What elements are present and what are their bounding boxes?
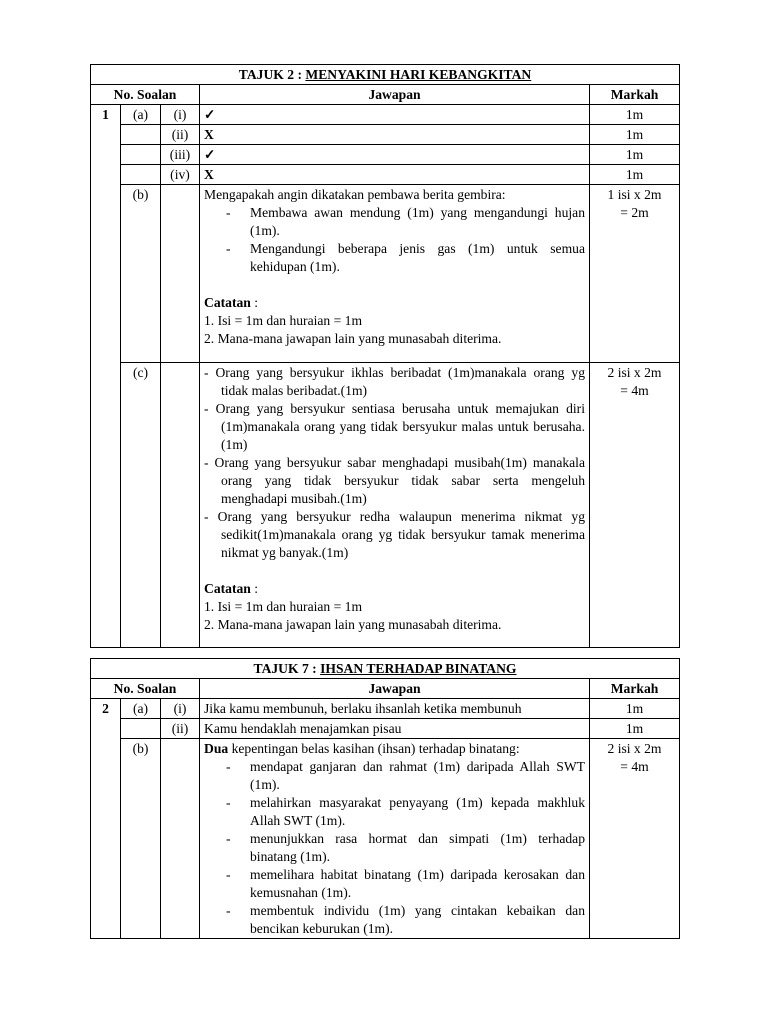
list-item: - Orang yang bersyukur redha walaupun menerima nikmat yg sedikit(1m)manakala orang yg tidak bersyukur tamak menerima nikmat yg banyak.(1m) — [204, 509, 585, 560]
note-line: 2. Mana-mana jawapan lain yang munasabah diterima. — [204, 617, 502, 632]
answer-cell — [200, 739, 590, 939]
table-row — [91, 165, 680, 185]
answer-cell: X — [200, 125, 590, 145]
answer-table-tajuk-7 — [90, 658, 680, 939]
answer-cell: ✓ — [200, 145, 590, 165]
table-title-row — [91, 65, 680, 85]
list-item: - Membawa awan mendung (1m) yang mengandungi hujan (1m). — [226, 204, 585, 240]
table-row — [91, 363, 680, 648]
header-jawapan: Jawapan — [200, 679, 590, 699]
table-row — [91, 105, 680, 125]
table-row — [91, 719, 680, 739]
section-topic: MENYAKINI HARI KEBANGKITAN — [305, 67, 532, 82]
sub-label: (i) — [161, 105, 200, 125]
answer-cell: X — [200, 165, 590, 185]
answer-intro: Mengapakah angin dikatakan pembawa berita gembira: — [204, 187, 506, 202]
sub-label: (iii) — [161, 145, 200, 165]
part-label: (c) — [121, 363, 161, 648]
header-row — [91, 85, 680, 105]
table-row — [91, 185, 680, 363]
list-item: - melahirkan masyarakat penyayang (1m) kepada makhluk Allah SWT (1m). — [226, 794, 585, 830]
answer-table-tajuk-2 — [90, 64, 680, 648]
mark-cell: 1m — [590, 165, 680, 185]
table-row — [91, 739, 680, 939]
answer-cell — [200, 185, 590, 363]
question-number: 1 — [91, 105, 121, 125]
list-item: - Orang yang bersyukur sentiasa berusaha untuk memajukan diri (1m)manakala orang yang tidak bersyukur malas untuk berusaha.(1m) — [204, 401, 585, 452]
list-item: - Orang yang bersyukur sabar menghadapi musibah(1m) manakala orang yang tidak bersyukur tidak sabar serta mengeluh menghadapi musibah.(1m) — [204, 455, 585, 506]
part-label: (a) — [121, 699, 161, 719]
header-jawapan: Jawapan — [200, 85, 590, 105]
answer-cell — [200, 363, 590, 648]
table-row — [91, 699, 680, 719]
sub-label: (ii) — [161, 125, 200, 145]
mark-cell: 2 isi x 2m = 4m — [590, 739, 680, 939]
answer-cell: Jika kamu membunuh, berlaku ihsanlah ketika membunuh — [200, 699, 590, 719]
list-item: - memelihara habitat binatang (1m) daripada kerosakan dan kemusnahan (1m). — [226, 866, 585, 902]
header-no-soalan: No. Soalan — [91, 679, 200, 699]
sub-label: (ii) — [161, 719, 200, 739]
sub-label: (i) — [161, 699, 200, 719]
table-row — [91, 125, 680, 145]
header-row — [91, 679, 680, 699]
answer-cell: ✓ — [200, 105, 590, 125]
mark-cell: 1m — [590, 125, 680, 145]
question-number: 2 — [91, 699, 121, 719]
mark-cell: 1m — [590, 105, 680, 125]
note-line: 1. Isi = 1m dan huraian = 1m — [204, 313, 363, 328]
mark-cell: 2 isi x 2m = 4m — [590, 363, 680, 648]
mark-cell: 1 isi x 2m = 2m — [590, 185, 680, 363]
header-no-soalan: No. Soalan — [91, 85, 200, 105]
table-row — [91, 145, 680, 165]
answer-intro: Dua kepentingan belas kasihan (ihsan) terhadap binatang: — [204, 741, 520, 756]
answer-cell: Kamu hendaklah menajamkan pisau — [200, 719, 590, 739]
list-item: - membentuk individu (1m) yang cintakan kebaikan dan bencikan keburukan (1m). — [226, 902, 585, 938]
mark-cell: 1m — [590, 145, 680, 165]
list-item: - Mengandungi beberapa jenis gas (1m) untuk semua kehidupan (1m). — [226, 240, 585, 276]
section-title: TAJUK 7 : IHSAN TERHADAP BINATANG — [91, 659, 680, 679]
header-markah: Markah — [590, 85, 680, 105]
list-item: - Orang yang bersyukur ikhlas beribadat (1m)manakala orang yg tidak malas beribadat.(1m) — [204, 365, 585, 398]
note-heading: Catatan : — [204, 295, 259, 310]
mark-cell: 1m — [590, 699, 680, 719]
header-markah: Markah — [590, 679, 680, 699]
section-topic: IHSAN TERHADAP BINATANG — [320, 661, 517, 676]
list-item: - menunjukkan rasa hormat dan simpati (1m) terhadap binatang (1m). — [226, 830, 585, 866]
note-line: 2. Mana-mana jawapan lain yang munasabah diterima. — [204, 331, 502, 346]
note-heading: Catatan : — [204, 581, 259, 596]
list-item: - mendapat ganjaran dan rahmat (1m) daripada Allah SWT (1m). — [226, 758, 585, 794]
section-title: TAJUK 2 : MENYAKINI HARI KEBANGKITAN — [91, 65, 680, 85]
part-label: (b) — [121, 185, 161, 363]
mark-cell: 1m — [590, 719, 680, 739]
part-label: (a) — [121, 105, 161, 125]
part-label: (b) — [121, 739, 161, 939]
note-line: 1. Isi = 1m dan huraian = 1m — [204, 599, 363, 614]
table-title-row — [91, 659, 680, 679]
sub-label: (iv) — [161, 165, 200, 185]
